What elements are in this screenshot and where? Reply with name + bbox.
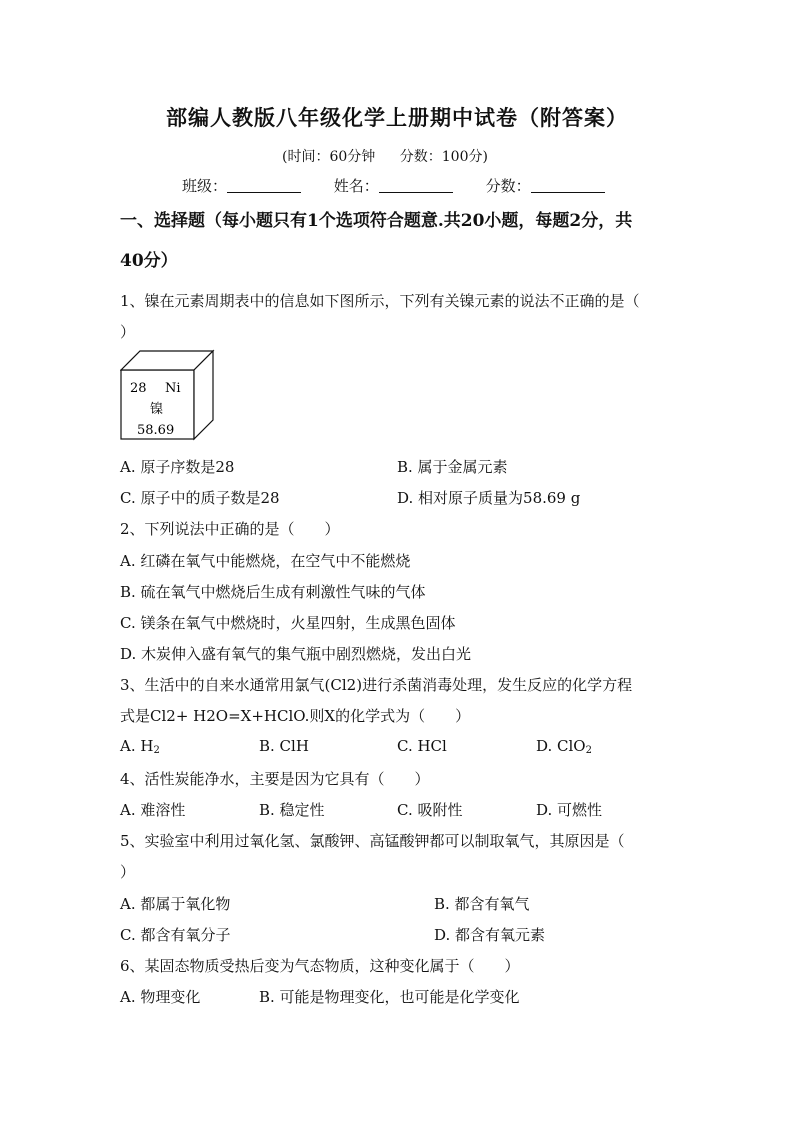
name-blank[interactable] xyxy=(379,177,453,193)
element-symbol: Ni xyxy=(165,381,181,396)
question-3-option-d[interactable] xyxy=(536,737,592,756)
question-5-stem-line2: ） xyxy=(120,863,136,881)
question-2-option-c[interactable]: C. 镁条在氧气中燃烧时，火星四射，生成黑色固体 xyxy=(120,614,456,632)
question-1-option-a[interactable]: A. 原子序数是28 xyxy=(120,458,235,476)
question-3-option-c[interactable]: C. HCl xyxy=(397,737,447,755)
question-4-option-b[interactable]: B. 稳定性 xyxy=(259,801,325,819)
section-heading-line1: 一、选择题（每小题只有1个选项符合题意.共20小题，每题2分，共 xyxy=(120,211,633,231)
class-label: 班级： xyxy=(182,177,228,195)
question-3-option-d-subscript: 2 xyxy=(585,745,592,756)
question-1-option-c[interactable]: C. 原子中的质子数是28 xyxy=(120,489,280,507)
question-3-option-a-text: A. H xyxy=(120,737,154,755)
question-4-option-d[interactable]: D. 可燃性 xyxy=(536,801,603,819)
class-field xyxy=(182,175,301,196)
question-1-option-d[interactable]: D. 相对原子质量为58.69 g xyxy=(397,489,581,507)
element-box-svg xyxy=(120,349,220,441)
element-mass: 58.69 xyxy=(137,423,175,438)
name-field xyxy=(334,175,453,196)
question-4-option-a[interactable]: A. 难溶性 xyxy=(120,801,186,819)
question-4-stem: 4、活性炭能净水，主要是因为它具有（ ） xyxy=(120,770,430,788)
page-title: 部编人教版八年级化学上册期中试卷（附答案） xyxy=(166,105,628,130)
question-3-option-a[interactable] xyxy=(120,737,160,756)
question-3-option-a-subscript: 2 xyxy=(153,745,160,756)
question-1-stem-line1: 1、镍在元素周期表中的信息如下图所示，下列有关镍元素的说法不正确的是（ xyxy=(120,292,640,310)
nickel-element-figure xyxy=(120,349,220,445)
question-2-option-d[interactable]: D. 木炭伸入盛有氧气的集气瓶中剧烈燃烧，发出白光 xyxy=(120,645,472,663)
section-heading-line2: 40分） xyxy=(120,251,178,271)
element-number: 28 xyxy=(130,381,147,396)
exam-meta xyxy=(0,146,770,166)
class-blank[interactable] xyxy=(227,177,301,193)
name-label: 姓名： xyxy=(333,177,379,195)
section-heading xyxy=(120,201,680,281)
score-label: 分数： xyxy=(485,177,531,195)
question-3-stem-line2: 式是Cl2+ H2O=X+HClO.则X的化学式为（ ） xyxy=(120,707,471,725)
question-5-option-c[interactable]: C. 都含有氧分子 xyxy=(120,926,231,944)
question-6-option-a[interactable]: A. 物理变化 xyxy=(120,988,201,1006)
exam-total-score: 分数：100分) xyxy=(399,149,488,165)
question-5-option-a[interactable]: A. 都属于氧化物 xyxy=(120,895,231,913)
question-5-option-d[interactable]: D. 都含有氧元素 xyxy=(434,926,546,944)
question-1-option-b[interactable]: B. 属于金属元素 xyxy=(397,458,508,476)
student-info-row xyxy=(182,175,633,196)
question-2-stem: 2、下列说法中正确的是（ ） xyxy=(120,520,340,538)
question-5-option-b[interactable]: B. 都含有氧气 xyxy=(434,895,530,913)
question-2-option-a[interactable]: A. 红磷在氧气中能燃烧，在空气中不能燃烧 xyxy=(120,552,411,570)
question-1-stem-line2: ） xyxy=(120,323,136,341)
question-3-stem-line1: 3、生活中的自来水通常用氯气(Cl2)进行杀菌消毒处理，发生反应的化学方程 xyxy=(120,676,633,694)
question-3-option-b[interactable]: B. ClH xyxy=(259,737,309,755)
exam-time: (时间：60分钟 xyxy=(282,149,376,165)
question-6-stem: 6、某固态物质受热后变为气态物质，这种变化属于（ ） xyxy=(120,957,520,975)
score-blank[interactable] xyxy=(531,177,605,193)
question-3-option-d-text: D. ClO xyxy=(536,737,586,755)
question-6-option-b[interactable]: B. 可能是物理变化，也可能是化学变化 xyxy=(259,988,520,1006)
question-5-stem-line1: 5、实验室中利用过氧化氢、氯酸钾、高锰酸钾都可以制取氧气，其原因是（ xyxy=(120,832,625,850)
question-2-option-b[interactable]: B. 硫在氧气中燃烧后生成有刺激性气味的气体 xyxy=(120,583,426,601)
question-4-option-c[interactable]: C. 吸附性 xyxy=(397,801,463,819)
score-field xyxy=(486,175,605,196)
element-name: 镍 xyxy=(150,402,164,417)
